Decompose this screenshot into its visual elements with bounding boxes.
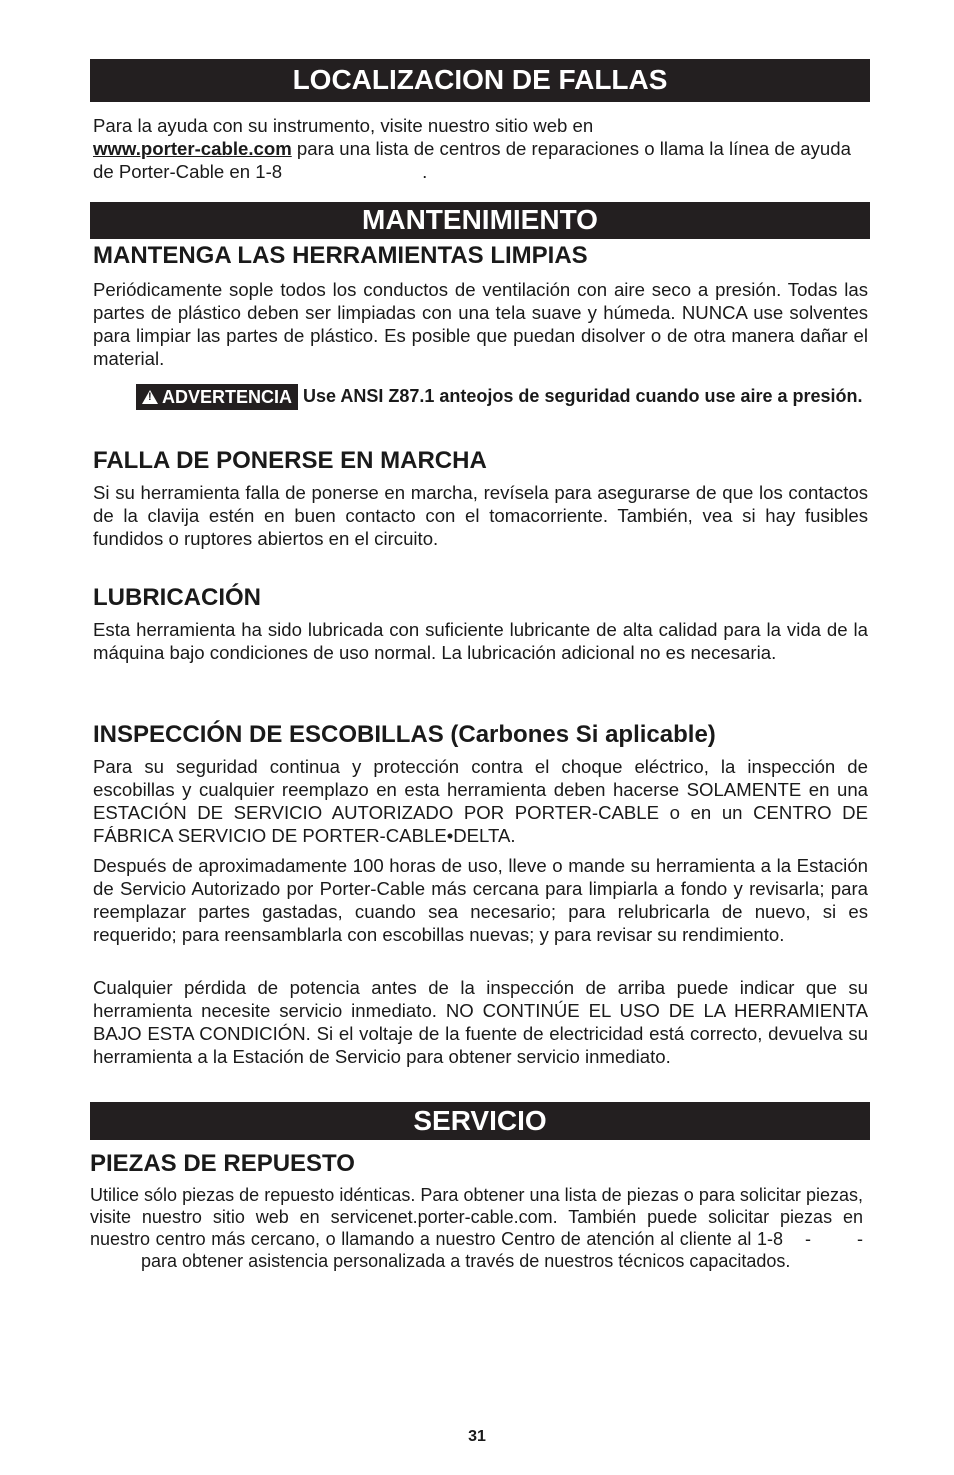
warning-block [136, 383, 868, 410]
troubleshooting-text-before: Para la ayuda con su instrumento, visite nuestro sitio web en [93, 115, 594, 136]
brush-inspection-p2: Después de aproximadamente 100 horas de uso, lleve o mande su herramienta a la Estación de Servicio Autorizado por Porter-Cable más cercana para limpiarla a fondo y revisarla; para reemplazar partes gastadas, cuando sea necesario; para relubricarla de nuevo, si es requerido; para reensamblarla con escobillas nuevas; y para revisar su rendimiento. [93, 855, 868, 945]
website-link[interactable]: www.porter-cable.com [93, 138, 292, 159]
heading-brush-inspection: INSPECCIÓN DE ESCOBILLAS (Carbones Si aplicable) [93, 721, 716, 748]
heading-lubrication: LUBRICACIÓN [93, 584, 261, 611]
troubleshooting-text-end: . [422, 161, 428, 182]
section-header-maintenance [90, 202, 870, 239]
brush-inspection-p3: Cualquier pérdida de potencia antes de la inspección de arriba puede indicar que su herramienta necesite servicio inmediato. NO CONTINÚE EL USO DE LA HERRAMIENTA BAJO ESTA CONDICIÓN. Si el voltaje de la fuente de electricidad está correcto, devuelva su herramienta a la Estación de Servicio para obtener servicio inmediato. [93, 977, 868, 1067]
heading-failure-to-start: FALLA DE PONERSE EN MARCHA [93, 447, 487, 474]
replacement-parts-text [90, 1184, 863, 1272]
heading-replacement-parts: PIEZAS DE REPUESTO [90, 1150, 355, 1177]
phone-dash: - [857, 1229, 863, 1249]
warning-text: Use ANSI Z87.1 anteojos de seguridad cuando use aire a presión. [303, 386, 863, 406]
troubleshooting-paragraph [93, 114, 868, 183]
replacement-parts-text-after: para obtener asistencia personalizada a través de nuestros técnicos capacitados. [141, 1251, 791, 1271]
lubrication-text: Esta herramienta ha sido lubricada con suficiente lubricante de alta calidad para la vida de la máquina bajo condiciones de uso normal. La lubricación adicional no es necesaria. [93, 619, 868, 663]
warning-label-text: ADVERTENCIA [162, 387, 293, 408]
warning-label [136, 384, 298, 410]
page-number: 31 [468, 1428, 486, 1445]
section-title: SERVICIO [413, 1105, 547, 1136]
section-title: MANTENIMIENTO [362, 204, 598, 235]
section-header-troubleshooting [90, 59, 870, 102]
phone-dash: - [805, 1229, 811, 1249]
warning-triangle-icon [142, 390, 158, 404]
failure-to-start-text: Si su herramienta falla de ponerse en marcha, revísela para asegurarse de que los contactos de la clavija estén en buen contacto con el tomacorriente. También, vea si hay fusibles fundidos o ruptores abiertos en el circuito. [93, 482, 868, 549]
heading-keep-clean: MANTENGA LAS HERRAMIENTAS LIMPIAS [93, 242, 588, 269]
keep-clean-text: Periódicamente sople todos los conductos de ventilación con aire seco a presión. Todas las partes de plástico deben ser limpiadas con una tela suave y húmeda. NUNCA use solventes para limpiar las partes de plástico. Es posible que puedan disolver o de otra manera dañar el material. [93, 279, 868, 369]
section-header-service [90, 1102, 870, 1140]
troubleshooting-text-after: para una lista de centros de reparaciones o llama la línea de ayuda de Porter-Cable en 1-8 [93, 138, 851, 182]
section-title: LOCALIZACION DE FALLAS [292, 64, 668, 95]
replacement-parts-text-before: Utilice sólo piezas de repuesto idénticas. Para obtener una lista de piezas o para solicitar piezas, visite nuestro sitio web en servicenet.porter-cable.com. También puede solicitar piezas en nuestro centro más cercano, o llamando a nuestro Centro de atención al cliente al 1-8 [90, 1185, 863, 1249]
brush-inspection-p1: Para su seguridad continua y protección contra el choque eléctrico, la inspección de escobillas y cualquier reemplazo en esta herramienta deben hacerse SOLAMENTE en una ESTACIÓN DE SERVICIO AUTORIZADO POR PORTER-CABLE o en un CENTRO DE FÁBRICA SERVICIO DE PORTER-CABLE•DELTA. [93, 756, 868, 846]
